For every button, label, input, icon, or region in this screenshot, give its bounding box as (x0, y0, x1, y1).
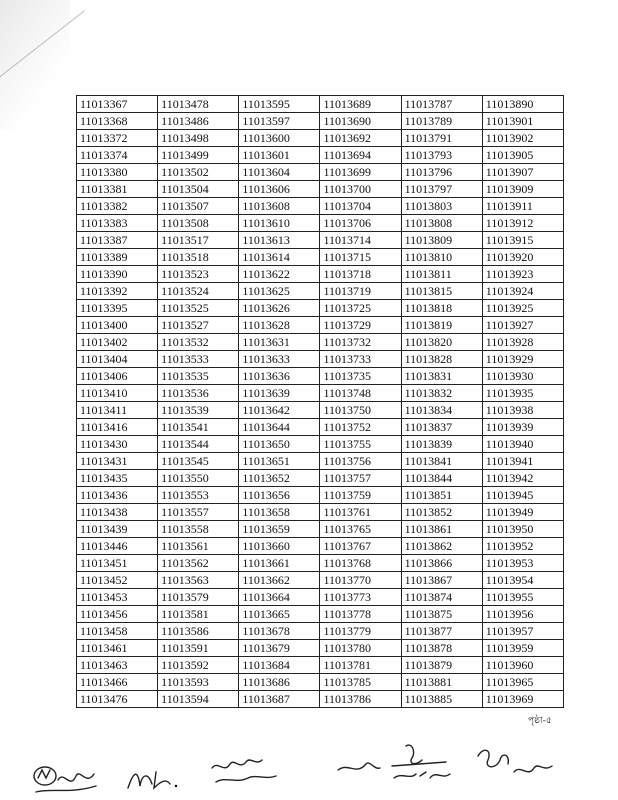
table-row (77, 402, 564, 419)
table-cell: 11013861 (401, 521, 482, 538)
table-cell: 11013765 (320, 521, 401, 538)
table-cell: 11013929 (482, 351, 563, 368)
table-cell: 11013714 (320, 232, 401, 249)
table-cell: 11013831 (401, 368, 482, 385)
table-cell: 11013694 (320, 147, 401, 164)
table-cell: 11013544 (158, 436, 239, 453)
table-cell: 11013367 (77, 96, 158, 113)
table-cell: 11013430 (77, 436, 158, 453)
table-cell: 11013478 (158, 96, 239, 113)
table-cell: 11013735 (320, 368, 401, 385)
table-cell: 11013844 (401, 470, 482, 487)
table-cell: 11013761 (320, 504, 401, 521)
table-cell: 11013579 (158, 589, 239, 606)
table-cell: 11013539 (158, 402, 239, 419)
table-cell: 11013715 (320, 249, 401, 266)
table-cell: 11013965 (482, 674, 563, 691)
table-cell: 11013866 (401, 555, 482, 572)
table-cell: 11013686 (239, 674, 320, 691)
table-cell: 11013729 (320, 317, 401, 334)
table-cell: 11013662 (239, 572, 320, 589)
table-cell: 11013935 (482, 385, 563, 402)
table-cell: 11013527 (158, 317, 239, 334)
table-cell: 11013779 (320, 623, 401, 640)
table-cell: 11013834 (401, 402, 482, 419)
table-cell: 11013592 (158, 657, 239, 674)
table-cell: 11013400 (77, 317, 158, 334)
table-cell: 11013877 (401, 623, 482, 640)
table-cell: 11013915 (482, 232, 563, 249)
table-cell: 11013600 (239, 130, 320, 147)
table-cell: 11013591 (158, 640, 239, 657)
table-cell: 11013558 (158, 521, 239, 538)
folded-corner (0, 0, 70, 130)
table-cell: 11013818 (401, 300, 482, 317)
table-cell: 11013809 (401, 232, 482, 249)
table-cell: 11013402 (77, 334, 158, 351)
roll-number-table-body (77, 96, 564, 708)
table-cell: 11013939 (482, 419, 563, 436)
table-cell: 11013545 (158, 453, 239, 470)
table-cell: 11013533 (158, 351, 239, 368)
table-cell: 11013912 (482, 215, 563, 232)
table-cell: 11013837 (401, 419, 482, 436)
table-cell: 11013920 (482, 249, 563, 266)
table-cell: 11013768 (320, 555, 401, 572)
table-cell: 11013679 (239, 640, 320, 657)
table-cell: 11013945 (482, 487, 563, 504)
table-cell: 11013581 (158, 606, 239, 623)
table-cell: 11013626 (239, 300, 320, 317)
table-cell: 11013661 (239, 555, 320, 572)
table-row (77, 589, 564, 606)
table-cell: 11013499 (158, 147, 239, 164)
table-cell: 11013525 (158, 300, 239, 317)
table-cell: 11013406 (77, 368, 158, 385)
table-cell: 11013811 (401, 266, 482, 283)
table-cell: 11013436 (77, 487, 158, 504)
table-cell: 11013633 (239, 351, 320, 368)
table-cell: 11013486 (158, 113, 239, 130)
table-cell: 11013504 (158, 181, 239, 198)
signature-3 (206, 750, 286, 788)
table-cell: 11013793 (401, 147, 482, 164)
table-row (77, 385, 564, 402)
table-cell: 11013952 (482, 538, 563, 555)
table-cell: 11013613 (239, 232, 320, 249)
table-cell: 11013476 (77, 691, 158, 708)
table-cell: 11013803 (401, 198, 482, 215)
table-cell: 11013383 (77, 215, 158, 232)
table-cell: 11013452 (77, 572, 158, 589)
table-cell: 11013852 (401, 504, 482, 521)
table-cell: 11013550 (158, 470, 239, 487)
table-cell: 11013692 (320, 130, 401, 147)
table-cell: 11013778 (320, 606, 401, 623)
table-row (77, 130, 564, 147)
table-cell: 11013786 (320, 691, 401, 708)
table-cell: 11013541 (158, 419, 239, 436)
table-cell: 11013956 (482, 606, 563, 623)
table-row (77, 572, 564, 589)
table-cell: 11013954 (482, 572, 563, 589)
table-row (77, 640, 564, 657)
signature-2 (124, 764, 184, 794)
table-cell: 11013718 (320, 266, 401, 283)
table-cell: 11013651 (239, 453, 320, 470)
table-row (77, 249, 564, 266)
table-cell: 11013879 (401, 657, 482, 674)
table-row (77, 504, 564, 521)
table-cell: 11013557 (158, 504, 239, 521)
table-cell: 11013518 (158, 249, 239, 266)
table-cell: 11013563 (158, 572, 239, 589)
table-cell: 11013684 (239, 657, 320, 674)
table-cell: 11013660 (239, 538, 320, 555)
table-cell: 11013461 (77, 640, 158, 657)
table-cell: 11013725 (320, 300, 401, 317)
table-cell: 11013828 (401, 351, 482, 368)
table-cell: 11013536 (158, 385, 239, 402)
table-cell: 11013699 (320, 164, 401, 181)
table-row (77, 96, 564, 113)
table-cell: 11013819 (401, 317, 482, 334)
table-cell: 11013466 (77, 674, 158, 691)
page-number: পৃষ্ঠা-৫ (528, 716, 552, 726)
table-row (77, 113, 564, 130)
table-cell: 11013553 (158, 487, 239, 504)
signature-1 (30, 762, 100, 798)
table-cell: 11013601 (239, 147, 320, 164)
table-cell: 11013523 (158, 266, 239, 283)
table-row (77, 147, 564, 164)
table-cell: 11013498 (158, 130, 239, 147)
table-row (77, 606, 564, 623)
table-cell: 11013463 (77, 657, 158, 674)
table-cell: 11013446 (77, 538, 158, 555)
table-cell: 11013395 (77, 300, 158, 317)
table-row (77, 181, 564, 198)
table-cell: 11013748 (320, 385, 401, 402)
table-cell: 11013874 (401, 589, 482, 606)
table-cell: 11013439 (77, 521, 158, 538)
roll-number-table (76, 95, 564, 708)
table-cell: 11013392 (77, 283, 158, 300)
table-cell: 11013885 (401, 691, 482, 708)
table-cell: 11013411 (77, 402, 158, 419)
table-cell: 11013787 (401, 96, 482, 113)
table-cell: 11013508 (158, 215, 239, 232)
table-cell: 11013733 (320, 351, 401, 368)
table-row (77, 487, 564, 504)
table-cell: 11013652 (239, 470, 320, 487)
table-cell: 11013608 (239, 198, 320, 215)
table-cell: 11013650 (239, 436, 320, 453)
table-cell: 11013796 (401, 164, 482, 181)
table-cell: 11013909 (482, 181, 563, 198)
table-cell: 11013955 (482, 589, 563, 606)
table-cell: 11013924 (482, 283, 563, 300)
table-cell: 11013950 (482, 521, 563, 538)
table-row (77, 657, 564, 674)
table-cell: 11013901 (482, 113, 563, 130)
table-row (77, 351, 564, 368)
table-cell: 11013942 (482, 470, 563, 487)
table-cell: 11013678 (239, 623, 320, 640)
table-cell: 11013875 (401, 606, 482, 623)
table-row (77, 521, 564, 538)
table-cell: 11013890 (482, 96, 563, 113)
table-cell: 11013387 (77, 232, 158, 249)
table-cell: 11013927 (482, 317, 563, 334)
table-cell: 11013815 (401, 283, 482, 300)
table-cell: 11013949 (482, 504, 563, 521)
table-row (77, 674, 564, 691)
table-cell: 11013532 (158, 334, 239, 351)
table-cell: 11013502 (158, 164, 239, 181)
table-cell: 11013562 (158, 555, 239, 572)
table-row (77, 538, 564, 555)
table-cell: 11013524 (158, 283, 239, 300)
table-cell: 11013438 (77, 504, 158, 521)
table-cell: 11013535 (158, 368, 239, 385)
table-cell: 11013628 (239, 317, 320, 334)
table-cell: 11013639 (239, 385, 320, 402)
table-cell: 11013755 (320, 436, 401, 453)
table-cell: 11013841 (401, 453, 482, 470)
table-cell: 11013938 (482, 402, 563, 419)
table-row (77, 300, 564, 317)
table-cell: 11013757 (320, 470, 401, 487)
table-row (77, 317, 564, 334)
table-cell: 11013953 (482, 555, 563, 572)
table-cell: 11013700 (320, 181, 401, 198)
table-row (77, 198, 564, 215)
table-cell: 11013706 (320, 215, 401, 232)
signature-6 (470, 742, 560, 784)
table-cell: 11013659 (239, 521, 320, 538)
table-row (77, 266, 564, 283)
table-row (77, 368, 564, 385)
table-row (77, 623, 564, 640)
table-cell: 11013451 (77, 555, 158, 572)
table-cell: 11013690 (320, 113, 401, 130)
table-cell: 11013704 (320, 198, 401, 215)
table-row (77, 555, 564, 572)
table-cell: 11013594 (158, 691, 239, 708)
table-cell: 11013773 (320, 589, 401, 606)
table-cell: 11013597 (239, 113, 320, 130)
table-cell: 11013435 (77, 470, 158, 487)
table-row (77, 453, 564, 470)
table-cell: 11013752 (320, 419, 401, 436)
table-cell: 11013382 (77, 198, 158, 215)
table-cell: 11013658 (239, 504, 320, 521)
table-row (77, 283, 564, 300)
table-cell: 11013625 (239, 283, 320, 300)
table-cell: 11013416 (77, 419, 158, 436)
table-cell: 11013959 (482, 640, 563, 657)
table-cell: 11013905 (482, 147, 563, 164)
table-cell: 11013928 (482, 334, 563, 351)
table-cell: 11013925 (482, 300, 563, 317)
signature-5 (386, 740, 466, 782)
table-cell: 11013458 (77, 623, 158, 640)
table-cell: 11013636 (239, 368, 320, 385)
signature-4 (334, 756, 384, 782)
table-cell: 11013767 (320, 538, 401, 555)
table-cell: 11013381 (77, 181, 158, 198)
table-cell: 11013789 (401, 113, 482, 130)
table-row (77, 436, 564, 453)
table-cell: 11013664 (239, 589, 320, 606)
table-cell: 11013810 (401, 249, 482, 266)
table-cell: 11013389 (77, 249, 158, 266)
table-cell: 11013665 (239, 606, 320, 623)
table-cell: 11013923 (482, 266, 563, 283)
table-cell: 11013593 (158, 674, 239, 691)
table-cell: 11013404 (77, 351, 158, 368)
table-cell: 11013862 (401, 538, 482, 555)
table-cell: 11013656 (239, 487, 320, 504)
table-row (77, 691, 564, 708)
table-row (77, 419, 564, 436)
table-cell: 11013960 (482, 657, 563, 674)
table-row (77, 164, 564, 181)
table-cell: 11013642 (239, 402, 320, 419)
table-cell: 11013832 (401, 385, 482, 402)
table-cell: 11013867 (401, 572, 482, 589)
table-cell: 11013586 (158, 623, 239, 640)
table-cell: 11013561 (158, 538, 239, 555)
table-cell: 11013431 (77, 453, 158, 470)
table-cell: 11013780 (320, 640, 401, 657)
table-cell: 11013851 (401, 487, 482, 504)
table-cell: 11013517 (158, 232, 239, 249)
table-cell: 11013759 (320, 487, 401, 504)
table-cell: 11013791 (401, 130, 482, 147)
table-row (77, 215, 564, 232)
table-cell: 11013911 (482, 198, 563, 215)
table-cell: 11013410 (77, 385, 158, 402)
table-cell: 11013606 (239, 181, 320, 198)
table-cell: 11013881 (401, 674, 482, 691)
table-cell: 11013453 (77, 589, 158, 606)
table-cell: 11013820 (401, 334, 482, 351)
table-cell: 11013390 (77, 266, 158, 283)
table-cell: 11013644 (239, 419, 320, 436)
table-cell: 11013719 (320, 283, 401, 300)
table-row (77, 470, 564, 487)
table-cell: 11013839 (401, 436, 482, 453)
table-cell: 11013797 (401, 181, 482, 198)
table-cell: 11013808 (401, 215, 482, 232)
table-cell: 11013631 (239, 334, 320, 351)
table-cell: 11013732 (320, 334, 401, 351)
table-cell: 11013878 (401, 640, 482, 657)
table-cell: 11013907 (482, 164, 563, 181)
table-cell: 11013622 (239, 266, 320, 283)
table-cell: 11013372 (77, 130, 158, 147)
table-cell: 11013368 (77, 113, 158, 130)
table-cell: 11013957 (482, 623, 563, 640)
table-cell: 11013456 (77, 606, 158, 623)
table-cell: 11013604 (239, 164, 320, 181)
table-row (77, 334, 564, 351)
table-cell: 11013380 (77, 164, 158, 181)
table-cell: 11013614 (239, 249, 320, 266)
table-cell: 11013507 (158, 198, 239, 215)
table-cell: 11013689 (320, 96, 401, 113)
table-cell: 11013941 (482, 453, 563, 470)
table-cell: 11013770 (320, 572, 401, 589)
table-cell: 11013687 (239, 691, 320, 708)
table-cell: 11013930 (482, 368, 563, 385)
table-cell: 11013595 (239, 96, 320, 113)
table-cell: 11013610 (239, 215, 320, 232)
table-cell: 11013374 (77, 147, 158, 164)
table-cell: 11013940 (482, 436, 563, 453)
table-cell: 11013756 (320, 453, 401, 470)
table-cell: 11013969 (482, 691, 563, 708)
table-cell: 11013750 (320, 402, 401, 419)
table-cell: 11013781 (320, 657, 401, 674)
table-cell: 11013902 (482, 130, 563, 147)
table-row (77, 232, 564, 249)
table-cell: 11013785 (320, 674, 401, 691)
